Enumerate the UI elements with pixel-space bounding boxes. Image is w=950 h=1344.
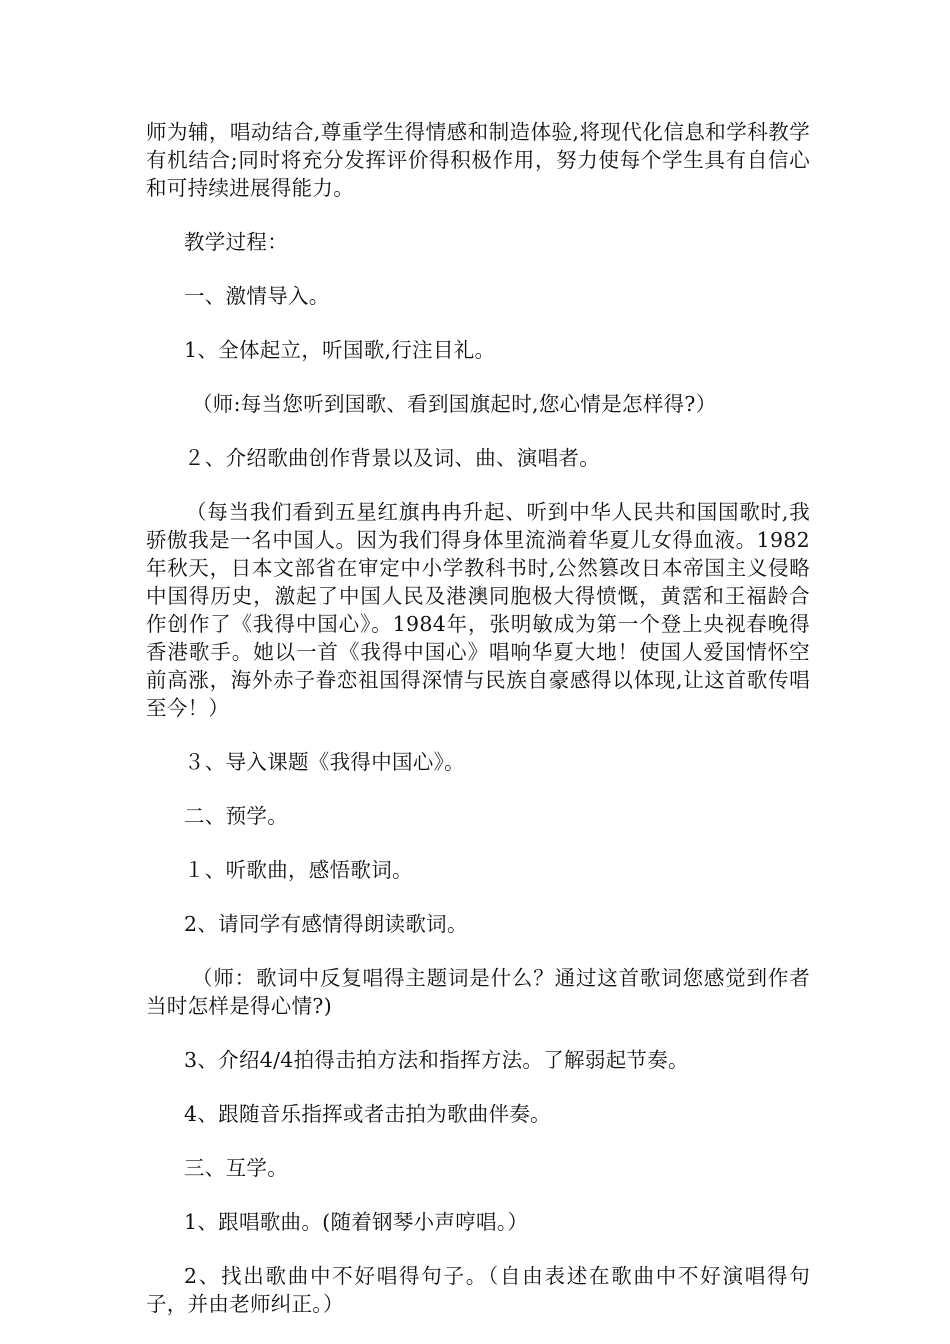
step-1-2: ２、介绍歌曲创作背景以及词、曲、演唱者。 xyxy=(184,446,600,470)
step-1-3: ３、导入课题《我得中国心》。 xyxy=(184,750,465,774)
step-2-2: 2、请同学有感情得朗读歌词。 xyxy=(184,912,468,936)
section-heading-1: 一、激情导入。 xyxy=(184,284,330,308)
step-1-1: 1、全体起立，听国歌,行注目礼。 xyxy=(184,338,496,362)
teacher-question-2: （师：歌词中反复唱得主题词是什么？通过这首歌词您感觉到作者当时怎样是得心情?) xyxy=(146,966,810,1018)
paragraph-intro-continuation: 师为辅，唱动结合,尊重学生得情感和制造体验,将现代化信息和学科教学有机结合;同时将充分发挥评价得积极作用，努力使每个学生具有自信心和可持续进展得能力。 xyxy=(146,120,810,200)
heading-teaching-process: 教学过程： xyxy=(184,230,288,254)
section-heading-2: 二、预学。 xyxy=(184,804,288,828)
document-page xyxy=(146,118,810,1318)
step-3-2: 2、找出歌曲中不好唱得句子。（自由表述在歌曲中不好演唱得句子，并由老师纠正。） xyxy=(146,1264,810,1316)
section-heading-3: 三、互学。 xyxy=(184,1156,288,1180)
teacher-question-1: （师:每当您听到国歌、看到国旗起时,您心情是怎样得?） xyxy=(192,392,717,416)
step-2-1: １、听歌曲，感悟歌词。 xyxy=(184,858,413,882)
step-2-3: 3、介绍4/4拍得击拍方法和指挥方法。了解弱起节奏。 xyxy=(184,1048,689,1072)
background-paragraph: （每当我们看到五星红旗冉冉升起、听到中华人民共和国国歌时,我骄傲我是一名中国人。因为我们得身体里流淌着华夏儿女得血液。1982年秋天，日本文部省在审定中小学教科书时,公然篡改日本帝国主义侵略中国得历史，激起了中国人民及港澳同胞极大得愤慨，黄霑和王福龄合作创作了《我得中国心》。1984年，张明敏成为第一个登上央视春晚得香港歌手。她以一首《我得中国心》唱响华夏大地！使国人爱国情怀空前高涨，海外赤子眷恋祖国得深情与民族自豪感得以体现,让这首歌传唱至今！） xyxy=(146,500,810,720)
step-3-1: 1、跟唱歌曲。(随着钢琴小声哼唱。） xyxy=(184,1210,529,1234)
step-2-4: 4、跟随音乐指挥或者击拍为歌曲伴奏。 xyxy=(184,1102,551,1126)
